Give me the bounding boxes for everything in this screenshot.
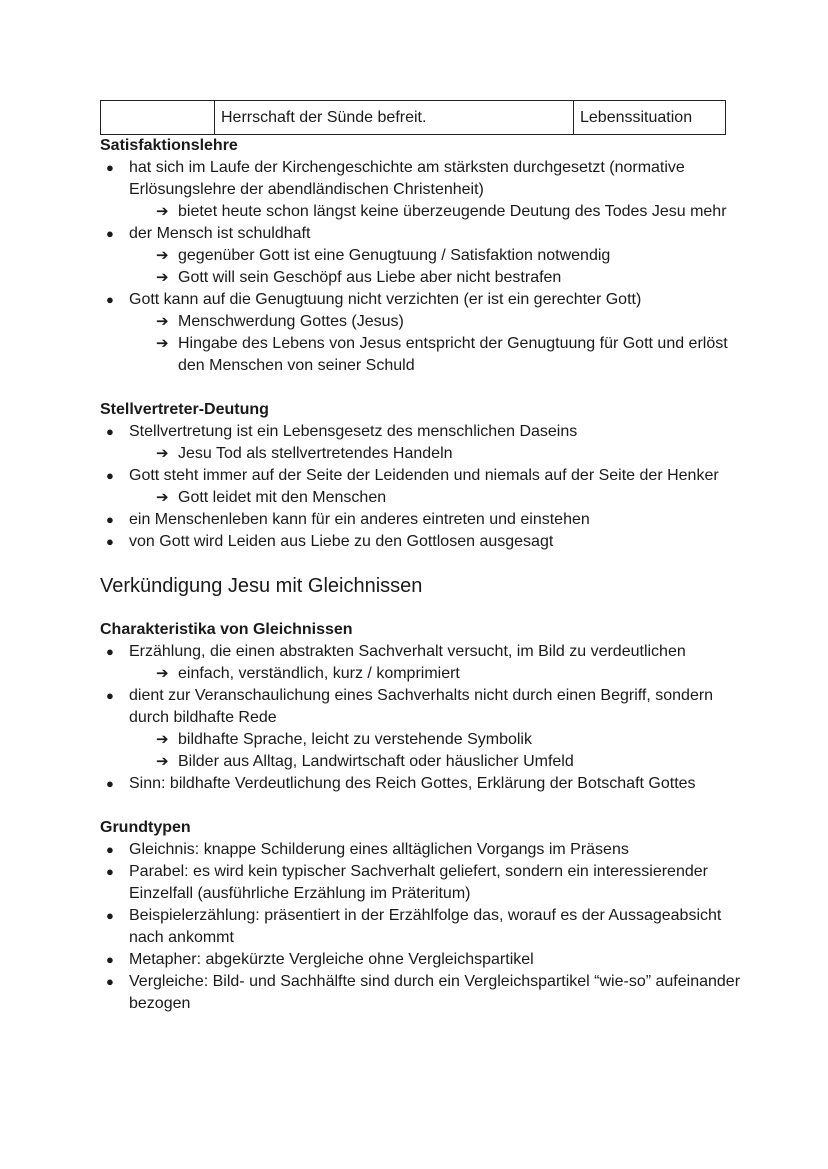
list-item-text: von Gott wird Leiden aus Liebe zu den Gottlosen ausgesagt bbox=[129, 533, 554, 550]
sub-list-item bbox=[156, 663, 740, 685]
sub-item-text: Gott will sein Geschöpf aus Liebe aber nicht bestrafen bbox=[178, 269, 562, 286]
stellvertreter-list bbox=[100, 421, 740, 553]
bullet-icon: ● bbox=[106, 974, 114, 989]
sub-item-text: Jesu Tod als stellvertretendes Handeln bbox=[178, 445, 453, 462]
list-item-text: Stellvertretung ist ein Lebensgesetz des menschlichen Daseins bbox=[129, 423, 578, 440]
table-row bbox=[101, 101, 726, 135]
sub-item-text: bildhafte Sprache, leicht zu verstehende Symbolik bbox=[178, 731, 532, 748]
list-item bbox=[100, 641, 740, 685]
bullet-icon: ● bbox=[106, 424, 114, 439]
sub-list bbox=[129, 245, 740, 289]
list-item-text: ein Menschenleben kann für ein anderes eintreten und einstehen bbox=[129, 511, 590, 528]
bullet-icon: ● bbox=[106, 292, 114, 307]
sub-list bbox=[129, 663, 740, 685]
spacer bbox=[100, 599, 740, 619]
charakteristika-list bbox=[100, 641, 740, 795]
arrow-icon: ➔ bbox=[156, 203, 169, 220]
spacer bbox=[100, 795, 740, 817]
list-item bbox=[100, 971, 740, 1015]
list-item bbox=[100, 685, 740, 773]
arrow-icon: ➔ bbox=[156, 665, 169, 682]
arrow-icon: ➔ bbox=[156, 247, 169, 264]
heading-charakteristika: Charakteristika von Gleichnissen bbox=[100, 621, 353, 638]
spacer bbox=[100, 553, 740, 573]
bullet-icon: ● bbox=[106, 908, 114, 923]
bullet-icon: ● bbox=[106, 468, 114, 483]
satisfaktion-list bbox=[100, 157, 740, 377]
sub-list-item bbox=[156, 487, 740, 509]
list-item-text: Beispielerzählung: präsentiert in der Erzählfolge das, worauf es der Aussageabsicht nach ankommt bbox=[129, 907, 722, 946]
list-item bbox=[100, 465, 740, 509]
spacer bbox=[100, 377, 740, 399]
sub-list-item bbox=[156, 311, 740, 333]
sub-list bbox=[129, 729, 740, 773]
table-cell-2: Herrschaft der Sünde befreit. bbox=[215, 101, 574, 135]
list-item-text: Vergleiche: Bild- und Sachhälfte sind durch ein Vergleichspartikel “wie-so” aufeinander bezogen bbox=[129, 973, 741, 1012]
list-item-text: dient zur Veranschaulichung eines Sachverhalts nicht durch einen Begriff, sondern durch bildhafte Rede bbox=[129, 687, 714, 726]
sub-list-item bbox=[156, 267, 740, 289]
list-item bbox=[100, 223, 740, 289]
sub-list-item bbox=[156, 201, 740, 223]
list-item-text: Sinn: bildhafte Verdeutlichung des Reich Gottes, Erklärung der Botschaft Gottes bbox=[129, 775, 696, 792]
table-fragment bbox=[100, 100, 726, 135]
sub-item-text: Bilder aus Alltag, Landwirtschaft oder häuslicher Umfeld bbox=[178, 753, 574, 770]
list-item bbox=[100, 861, 740, 905]
bullet-icon: ● bbox=[106, 688, 114, 703]
sub-list-item bbox=[156, 751, 740, 773]
heading-grundtypen: Grundtypen bbox=[100, 819, 191, 836]
list-item-text: Gleichnis: knappe Schilderung eines alltäglichen Vorgangs im Präsens bbox=[129, 841, 629, 858]
sub-item-text: gegenüber Gott ist eine Genugtuung / Satisfaktion notwendig bbox=[178, 247, 611, 264]
sub-list-item bbox=[156, 333, 740, 377]
bullet-icon: ● bbox=[106, 776, 114, 791]
sub-list bbox=[129, 311, 740, 377]
sub-list bbox=[129, 443, 740, 465]
heading-satisfaktionslehre: Satisfaktionslehre bbox=[100, 137, 238, 154]
bullet-icon: ● bbox=[106, 534, 114, 549]
bullet-icon: ● bbox=[106, 160, 114, 175]
sub-item-text: bietet heute schon längst keine überzeugende Deutung des Todes Jesu mehr bbox=[178, 203, 727, 220]
list-item-text: Parabel: es wird kein typischer Sachverhalt geliefert, sondern ein interessierender Einzelfall (ausführliche Erzählung im Präteritum) bbox=[129, 863, 708, 902]
list-item bbox=[100, 509, 740, 531]
arrow-icon: ➔ bbox=[156, 335, 169, 352]
list-item bbox=[100, 531, 740, 553]
grundtypen-list bbox=[100, 839, 740, 1015]
list-item-text: der Mensch ist schuldhaft bbox=[129, 225, 311, 242]
bullet-icon: ● bbox=[106, 842, 114, 857]
sub-list bbox=[129, 201, 740, 223]
arrow-icon: ➔ bbox=[156, 269, 169, 286]
sub-list bbox=[129, 487, 740, 509]
list-item bbox=[100, 421, 740, 465]
heading-stellvertreter: Stellvertreter-Deutung bbox=[100, 401, 269, 418]
section-title: Verkündigung Jesu mit Gleichnissen bbox=[100, 575, 423, 597]
bullet-icon: ● bbox=[106, 864, 114, 879]
sub-item-text: Hingabe des Lebens von Jesus entspricht der Genugtuung für Gott und erlöst den Menschen von seiner Schuld bbox=[178, 335, 728, 374]
list-item bbox=[100, 773, 740, 795]
list-item-text: Metapher: abgekürzte Vergleiche ohne Vergleichspartikel bbox=[129, 951, 534, 968]
arrow-icon: ➔ bbox=[156, 313, 169, 330]
list-item-text: Gott steht immer auf der Seite der Leidenden und niemals auf der Seite der Henker bbox=[129, 467, 719, 484]
table-cell-1 bbox=[101, 101, 215, 135]
list-item-text: hat sich im Laufe der Kirchengeschichte am stärksten durchgesetzt (normative Erlösungslehre der abendländischen Christenheit) bbox=[129, 159, 685, 198]
table-cell-3: Lebenssituation bbox=[574, 101, 726, 135]
list-item bbox=[100, 289, 740, 377]
list-item bbox=[100, 157, 740, 223]
bullet-icon: ● bbox=[106, 512, 114, 527]
arrow-icon: ➔ bbox=[156, 445, 169, 462]
sub-list-item bbox=[156, 245, 740, 267]
arrow-icon: ➔ bbox=[156, 489, 169, 506]
sub-list-item bbox=[156, 443, 740, 465]
bullet-icon: ● bbox=[106, 644, 114, 659]
arrow-icon: ➔ bbox=[156, 753, 169, 770]
sub-item-text: Menschwerdung Gottes (Jesus) bbox=[178, 313, 404, 330]
arrow-icon: ➔ bbox=[156, 731, 169, 748]
bullet-icon: ● bbox=[106, 952, 114, 967]
sub-item-text: einfach, verständlich, kurz / komprimiert bbox=[178, 665, 460, 682]
list-item-text: Erzählung, die einen abstrakten Sachverhalt versucht, im Bild zu verdeutlichen bbox=[129, 643, 686, 660]
list-item-text: Gott kann auf die Genugtuung nicht verzichten (er ist ein gerechter Gott) bbox=[129, 291, 642, 308]
sub-list-item bbox=[156, 729, 740, 751]
sub-item-text: Gott leidet mit den Menschen bbox=[178, 489, 387, 506]
bullet-icon: ● bbox=[106, 226, 114, 241]
list-item bbox=[100, 949, 740, 971]
document-body bbox=[100, 135, 740, 1015]
list-item bbox=[100, 839, 740, 861]
list-item bbox=[100, 905, 740, 949]
